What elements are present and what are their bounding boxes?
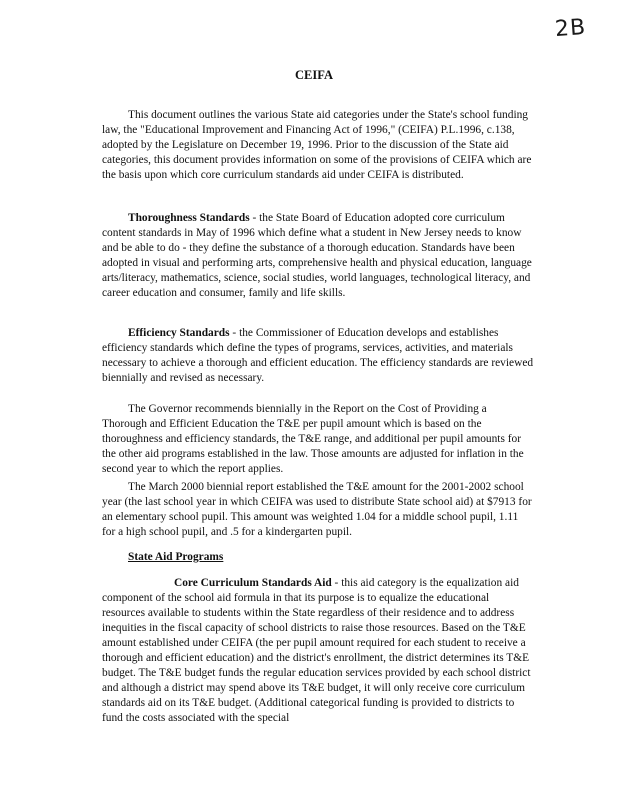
march-report-paragraph: The March 2000 biennial report established the T&E amount for the 2001-2002 school year (the last school year in which CEIFA was used to distribute State school aid) at $7913 for an elementary school pupil. This amount was weighted 1.04 for a middle school pupil, 1.11 for a high school pupil, and .5 for a kindergarten pupil. [102,481,532,538]
core-curriculum-body: - this aid category is the equalization aid component of the school aid formula in that its purpose is to equalize the educational resources available to students within the State regardless of their residence and to address inequities in the fiscal capacity of school districts to raise those resources. Based on the T&E amount established under CEIFA (the per pupil amount required for each student to receive a thorough and efficient education) and the district's enrollment, the district determines its T&E budget. The T&E budget funds the regular education services provided by each school district and although a district may spend above its T&E budget, it will only receive core curriculum standards aid on its T&E budget. (Additional categorical funding is provided to districts to fund the costs associated with the special [102,577,531,724]
efficiency-body: - the Commissioner of Education develops and establishes efficiency standards which define the types of programs, services, activities, and materials necessary to achieve a thorough and efficient education. The efficiency standards are reviewed biennially and revised as necessary. [102,327,534,384]
efficiency-heading: Efficiency Standards [128,327,230,339]
handwritten-page-mark: 2B [554,14,587,43]
efficiency-paragraph-block [102,326,534,386]
governor-paragraph-block [102,402,534,477]
document-title: CEIFA [295,68,333,82]
core-curriculum-paragraph [102,576,534,726]
core-curriculum-heading: Core Curriculum Standards Aid [174,577,332,589]
governor-paragraph: The Governor recommends biennially in the Report on the Cost of Providing a Thorough and Efficient Education the T&E per pupil amount which is based on the thoroughness and efficiency standards, the T&E range, and additional per pupil amounts for the other aid programs established in the law. Those amounts are adjusted for inflation in the second year to which the report applies. [102,403,524,475]
intro-paragraph: This document outlines the various State aid categories under the State's school funding law, the "Educational Improvement and Financing Act of 1996," (CEIFA) P.L.1996, c.138, adopted by the Legislature on December 19, 1996. Prior to the discussion of the State aid categories, this document provides information on some of the provisions of CEIFA which are the basis upon which core curriculum standards aid under CEIFA is distributed. [102,109,532,181]
thoroughness-paragraph [102,211,534,301]
core-curriculum-paragraph-block [102,576,534,726]
thoroughness-body: - the State Board of Education adopted core curriculum content standards in May of 1996 which define what a student in New Jersey needs to know and be able to do - they define the substance of a thorough education. Standards have been adopted in visual and performing arts, comprehensive health and physical education, language arts/literacy, mathematics, science, social studies, world languages, technological literacy, and career education and consumer, family and life skills. [102,212,532,299]
thoroughness-heading: Thoroughness Standards [128,212,250,224]
state-aid-programs-heading: State Aid Programs [128,551,224,563]
efficiency-paragraph [102,326,534,386]
state-aid-heading-block [102,550,534,565]
intro-paragraph-block [102,108,534,183]
thoroughness-paragraph-block [102,211,534,301]
march-report-paragraph-block [102,480,534,540]
